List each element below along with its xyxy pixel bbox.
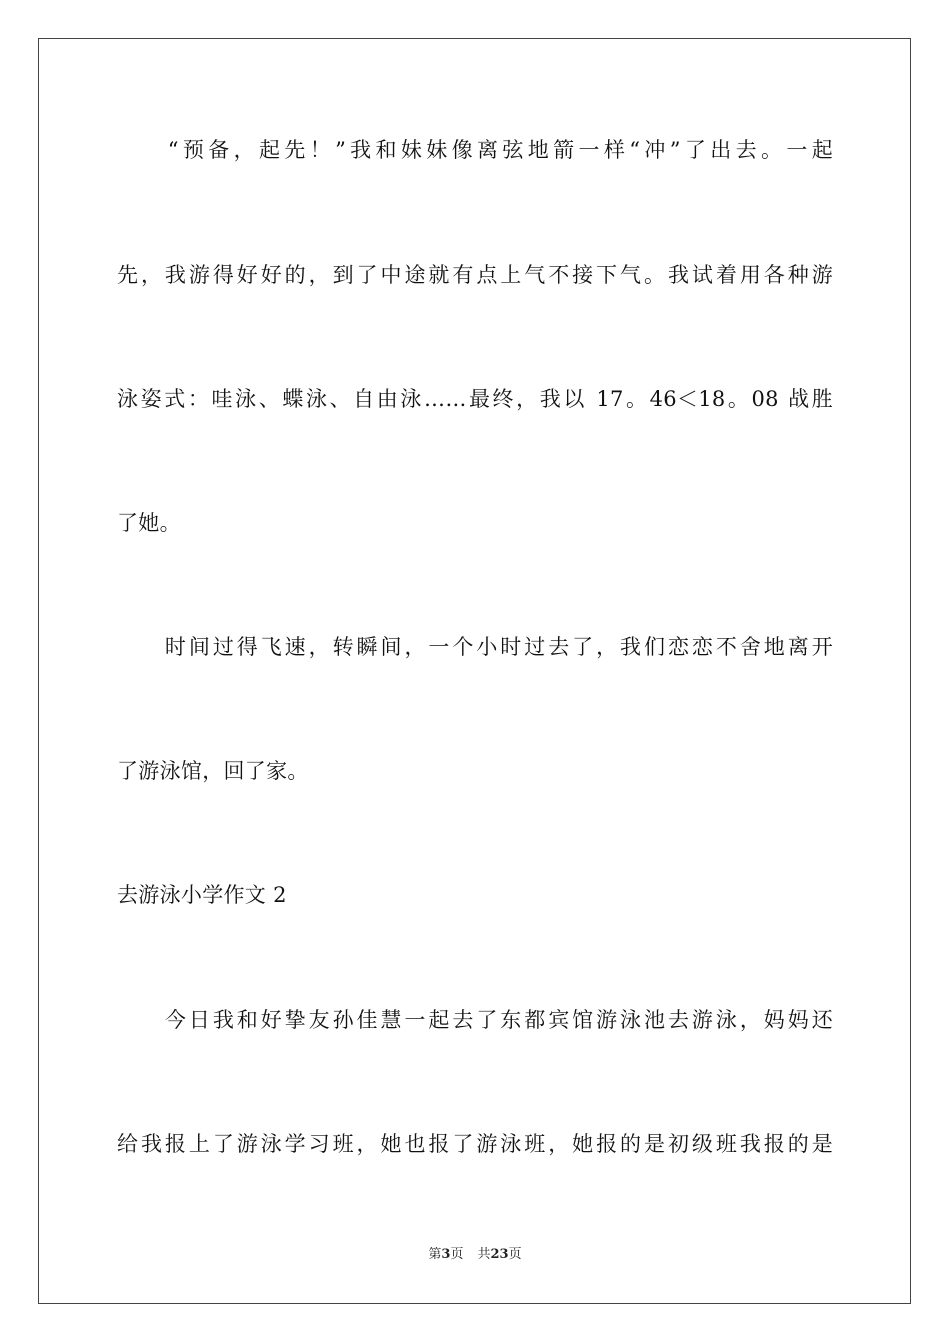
- footer-page-prefix: 第: [428, 1247, 442, 1262]
- section-heading: 去游泳小学作文 2: [117, 883, 287, 907]
- paragraph-1-line-1: “预备，起先！”我和妹妹像离弦地箭一样“冲”了出去。一起: [117, 138, 833, 162]
- footer-page-unit: 页: [450, 1247, 464, 1262]
- footer-total-unit: 页: [508, 1247, 522, 1262]
- paragraph-3-line-1: 今日我和好挚友孙佳慧一起去了东都宾馆游泳池去游泳，妈妈还: [117, 1008, 833, 1032]
- paragraph-1-line-4: 了她。: [117, 511, 181, 535]
- page-footer: [0, 1246, 950, 1264]
- footer-total-pages: 23: [490, 1247, 509, 1262]
- page-border: [38, 38, 911, 1304]
- paragraph-2-line-2: 了游泳馆，回了家。: [117, 759, 309, 783]
- footer-total-prefix: 共: [477, 1247, 491, 1262]
- paragraph-1-line-2: 先，我游得好好的，到了中途就有点上气不接下气。我试着用各种游: [117, 263, 833, 287]
- footer-page-current: 3: [441, 1247, 451, 1262]
- paragraph-2-line-1: 时间过得飞速，转瞬间，一个小时过去了，我们恋恋不舍地离开: [117, 635, 833, 659]
- paragraph-3-line-2: 给我报上了游泳学习班，她也报了游泳班，她报的是初级班我报的是: [117, 1132, 833, 1156]
- paragraph-1-line-3: 泳姿式：哇泳、蝶泳、自由泳……最终，我以 17。46＜18。08 战胜: [117, 387, 833, 411]
